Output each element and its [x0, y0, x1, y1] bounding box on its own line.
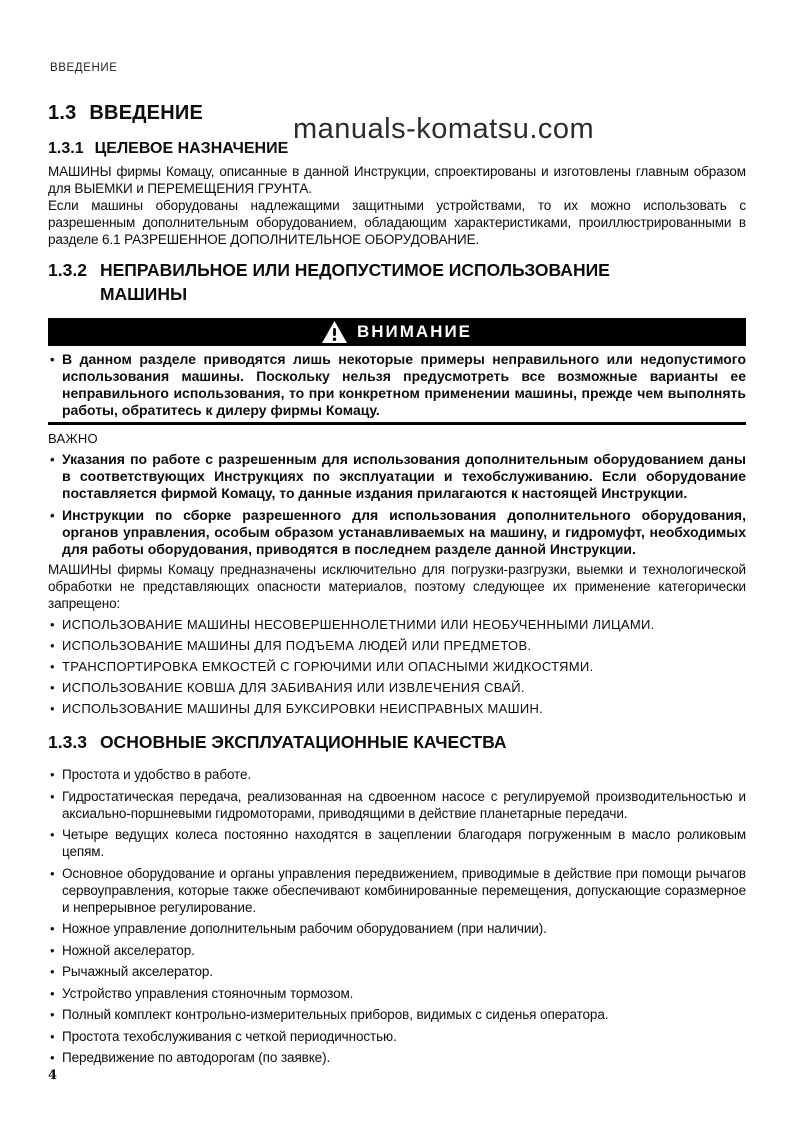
- bullet-icon: •: [50, 1007, 55, 1022]
- section-title: ВВЕДЕНИЕ: [89, 102, 203, 124]
- list-item: [48, 637, 746, 654]
- bullet-icon: •: [50, 638, 55, 653]
- paragraph-purpose-1: МАШИНЫ фирмы Комацу, описанные в данной Инструкции, спроектированы и изготовлены главным образом для ВЫЕМКИ и ПЕРЕМЕЩЕНИЯ ГРУНТА.: [48, 164, 746, 196]
- important-item-text: Указания по работе с разрешенным для использования дополнительным оборудованием даны в соответствующих Инструкциях по эксплуатации и техобслуживанию. Если оборудование поставляется фирмой Комацу, то данные издания прилагаются к настоящей Инструкции.: [62, 451, 746, 501]
- list-item: [48, 826, 746, 860]
- section-number: 1.3.3: [48, 732, 87, 752]
- feature-text: Гидростатическая передача, реализованная на сдвоенном насосе с регулируемой производительностью и аксиально-поршневыми гидромоторами, приводящими в действие планетарные передачи.: [62, 788, 746, 821]
- list-item: [48, 700, 746, 717]
- list-item: [48, 942, 746, 959]
- bullet-icon: •: [50, 921, 55, 936]
- section-heading-1-3-3: [48, 730, 746, 754]
- bullet-icon: •: [50, 827, 55, 842]
- feature-text: Передвижение по автодорогам (по заявке).: [62, 1050, 331, 1065]
- feature-text: Рычажный акселератор.: [62, 964, 213, 979]
- list-item: [48, 1028, 746, 1045]
- bullet-icon: •: [50, 617, 55, 632]
- bullet-icon: •: [50, 788, 55, 804]
- list-item: [48, 679, 746, 696]
- section-heading-1-3-2: [48, 258, 746, 306]
- bullet-icon: •: [50, 701, 55, 716]
- bullet-icon: •: [50, 865, 55, 881]
- page-content: [48, 0, 746, 1066]
- warning-triangle-icon: [322, 321, 347, 343]
- bullet-icon: •: [50, 352, 55, 367]
- important-item-text: Инструкции по сборке разрешенного для использования дополнительного оборудования, органов управления, особым образом устанавливаемых на машину, и гидромуфт, необходимых для работы оборудования, приводятся в последнем разделе данной Инструкции.: [62, 507, 746, 557]
- bullet-icon: •: [50, 680, 55, 695]
- prohibition-intro: МАШИНЫ фирмы Комацу предназначены исключительно для погрузки-разгрузки, выемки и технологической обработки не представляющих опасности материалов, поэтому следующее их применение категорически запрещено:: [48, 562, 746, 611]
- section-heading-1-3: [48, 101, 746, 125]
- page-number: 4: [48, 1068, 58, 1083]
- feature-text: Ножное управление дополнительным рабочим оборудованием (при наличии).: [62, 921, 547, 936]
- bullet-icon: •: [50, 1028, 55, 1044]
- section-heading-1-3-1: [48, 139, 746, 158]
- prohibited-use-text: ИСПОЛЬЗОВАНИЕ МАШИНЫ ДЛЯ БУКСИРОВКИ НЕИСПРАВНЫХ МАШИН.: [62, 701, 544, 716]
- important-item: [48, 451, 746, 502]
- list-item: [48, 766, 746, 783]
- list-item: [48, 616, 746, 633]
- bullet-icon: •: [50, 508, 55, 523]
- list-item: [48, 920, 746, 937]
- section-number: 1.3.2: [48, 260, 87, 280]
- running-header: ВВЕДЕНИЕ: [50, 62, 118, 74]
- list-item: [48, 658, 746, 675]
- warning-banner-label: ВНИМАНИЕ: [356, 322, 473, 341]
- important-item: [48, 507, 746, 558]
- important-label: ВАЖНО: [48, 431, 98, 446]
- feature-text: Четыре ведущих колеса постоянно находятся в зацеплении благодаря погруженным в масло роликовым цепям.: [62, 827, 746, 859]
- feature-text: Устройство управления стояночным тормозом.: [62, 985, 354, 1001]
- prohibited-use-text: ТРАНСПОРТИРОВКА ЕМКОСТЕЙ С ГОРЮЧИМИ ИЛИ ОПАСНЫМИ ЖИДКОСТЯМИ.: [62, 659, 594, 674]
- feature-text: Ножной акселератор.: [62, 942, 195, 958]
- features-list: [48, 766, 746, 1066]
- feature-text: Простота и удобство в работе.: [62, 767, 252, 782]
- list-item: [48, 865, 746, 916]
- bullet-icon: •: [50, 659, 55, 674]
- prohibited-use-text: ИСПОЛЬЗОВАНИЕ МАШИНЫ НЕСОВЕРШЕННОЛЕТНИМИ ИЛИ НЕОБУЧЕННЫМИ ЛИЦАМИ.: [62, 617, 655, 632]
- list-item: [48, 985, 746, 1002]
- section-number: 1.3: [48, 102, 77, 124]
- bullet-icon: •: [50, 985, 55, 1001]
- list-item: [48, 1049, 746, 1066]
- paragraph-purpose-2: Если машины оборудованы надлежащими защитными устройствами, то их можно использовать с разрешенным дополнительным оборудованием, обладающим характеристиками, проиллюстрированными в разделе 6.1 РАЗРЕШЕННОЕ ДОПОЛНИТЕЛЬНОЕ ОБОРУДОВАНИЕ.: [48, 198, 746, 247]
- bullet-icon: •: [50, 964, 55, 979]
- list-item: [48, 963, 746, 980]
- feature-text: Полный комплект контрольно-измерительных приборов, видимых с сиденья оператора.: [62, 1007, 609, 1022]
- bullet-icon: •: [50, 452, 55, 467]
- bullet-icon: •: [50, 767, 55, 782]
- section-title: НЕПРАВИЛЬНОЕ ИЛИ НЕДОПУСТИМОЕ ИСПОЛЬЗОВАНИЕ МАШИНЫ: [99, 260, 610, 304]
- warning-text: В данном разделе приводятся лишь некоторые примеры неправильного или недопустимого использования машины. Поскольку нельзя предусмотреть все возможные варианты ее неправильного использования, то при конкретном применении машины, прежде чем выполнять работы, обратитесь к дилеру фирмы Комацу.: [62, 351, 746, 418]
- divider-rule: [48, 422, 746, 425]
- prohibited-uses-list: [48, 616, 746, 717]
- prohibited-use-text: ИСПОЛЬЗОВАНИЕ КОВША ДЛЯ ЗАБИВАНИЯ ИЛИ ИЗВЛЕЧЕНИЯ СВАЙ.: [62, 680, 525, 695]
- warning-text-item: [48, 351, 746, 419]
- section-number: 1.3.1: [48, 140, 84, 157]
- list-item: [48, 788, 746, 822]
- section-title: ЦЕЛЕВОЕ НАЗНАЧЕНИЕ: [94, 140, 289, 157]
- section-title: ОСНОВНЫЕ ЭКСПЛУАТАЦИОННЫЕ КАЧЕСТВА: [99, 732, 507, 752]
- bullet-icon: •: [50, 942, 55, 958]
- bullet-icon: •: [50, 1050, 55, 1065]
- list-item: [48, 1006, 746, 1023]
- prohibited-use-text: ИСПОЛЬЗОВАНИЕ МАШИНЫ ДЛЯ ПОДЪЕМА ЛЮДЕЙ ИЛИ ПРЕДМЕТОВ.: [62, 638, 532, 653]
- feature-text: Основное оборудование и органы управления передвижением, приводимые в действие при помощи рычагов сервоуправления, которые также обеспечивают комбинированные перемещения, допускающие соразмерное и непрерывное регулирование.: [62, 865, 746, 915]
- watermark-text: manuals-komatsu.com: [293, 113, 595, 145]
- feature-text: Простота техобслуживания с четкой периодичностью.: [62, 1028, 397, 1044]
- warning-banner: [48, 318, 746, 346]
